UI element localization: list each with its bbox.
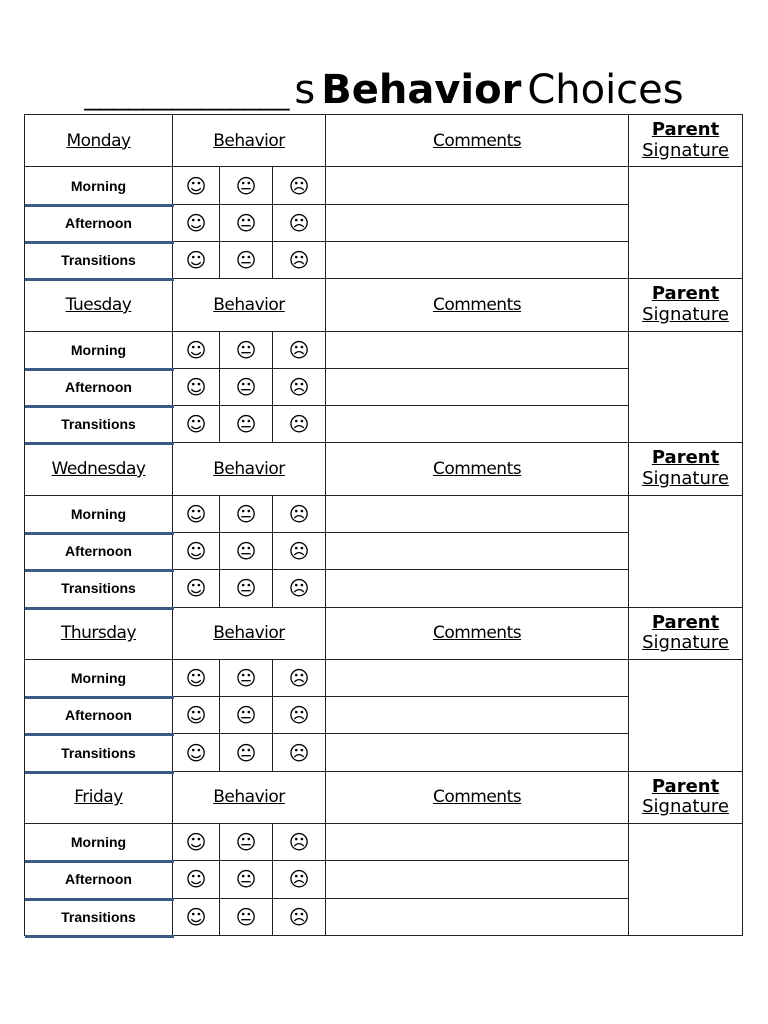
neutral-face-icon[interactable]: 😐: [220, 824, 273, 861]
frowny-face-icon[interactable]: ☹: [273, 495, 326, 532]
title-possessive: s: [294, 67, 316, 113]
comment-field[interactable]: [326, 241, 629, 278]
day-label: Wednesday: [51, 459, 146, 480]
time-slot-row: [25, 659, 743, 696]
neutral-face-icon[interactable]: 😐: [220, 204, 273, 241]
behavior-header-cell: [173, 443, 326, 495]
parent-signature-label: Parent Signature: [642, 283, 729, 325]
parent-signature-header-cell: [629, 771, 743, 823]
parent-signature-header-cell: [629, 443, 743, 495]
smiley-face-icon[interactable]: ☺: [173, 204, 220, 241]
neutral-face-icon[interactable]: 😐: [220, 861, 273, 898]
comment-field[interactable]: [326, 406, 629, 443]
frowny-face-icon[interactable]: ☹: [273, 898, 326, 935]
smiley-face-icon[interactable]: ☺: [173, 532, 220, 569]
frowny-face-icon[interactable]: ☹: [273, 824, 326, 861]
time-slot-label: Transitions: [25, 734, 173, 771]
frowny-face-icon[interactable]: ☹: [273, 659, 326, 696]
parent-signature-label: Parent Signature: [642, 119, 729, 161]
comment-field[interactable]: [326, 167, 629, 204]
comment-field[interactable]: [326, 331, 629, 368]
behavior-label: Behavior: [213, 130, 285, 151]
behavior-label: Behavior: [213, 294, 285, 315]
frowny-face-icon[interactable]: ☹: [273, 167, 326, 204]
time-slot-label: Afternoon: [25, 532, 173, 569]
day-label: Monday: [66, 130, 131, 151]
smiley-face-icon[interactable]: ☺: [173, 659, 220, 696]
neutral-face-icon[interactable]: 😐: [220, 697, 273, 734]
time-slot-label: Afternoon: [25, 697, 173, 734]
time-slot-label: Transitions: [25, 241, 173, 278]
smiley-face-icon[interactable]: ☺: [173, 241, 220, 278]
comments-label: Comments: [432, 459, 522, 480]
neutral-face-icon[interactable]: 😐: [220, 659, 273, 696]
parent-signature-header-cell: [629, 115, 743, 167]
frowny-face-icon[interactable]: ☹: [273, 331, 326, 368]
behavior-header-cell: [173, 115, 326, 167]
behavior-label: Behavior: [213, 623, 285, 644]
neutral-face-icon[interactable]: 😐: [220, 734, 273, 771]
frowny-face-icon[interactable]: ☹: [273, 406, 326, 443]
time-slot-row: [25, 824, 743, 861]
comments-label: Comments: [432, 130, 522, 151]
day-label: Tuesday: [65, 294, 132, 315]
time-slot-label: Transitions: [25, 570, 173, 607]
time-slot-label: Transitions: [25, 406, 173, 443]
frowny-face-icon[interactable]: ☹: [273, 204, 326, 241]
name-blank: ______________: [84, 80, 289, 111]
comment-field[interactable]: [326, 368, 629, 405]
parent-signature-header-cell: [629, 607, 743, 659]
neutral-face-icon[interactable]: 😐: [220, 406, 273, 443]
parent-signature-label: Parent Signature: [642, 775, 729, 818]
page-title: [0, 58, 768, 113]
neutral-face-icon[interactable]: 😐: [220, 331, 273, 368]
neutral-face-icon[interactable]: 😐: [220, 241, 273, 278]
parent-signature-field[interactable]: [629, 331, 743, 443]
behavior-label: Behavior: [213, 459, 285, 480]
frowny-face-icon[interactable]: ☹: [273, 734, 326, 771]
comment-field[interactable]: [326, 824, 629, 861]
comments-label: Comments: [432, 787, 522, 808]
comment-field[interactable]: [326, 734, 629, 771]
neutral-face-icon[interactable]: 😐: [220, 167, 273, 204]
time-slot-label: Transitions: [25, 898, 173, 935]
frowny-face-icon[interactable]: ☹: [273, 697, 326, 734]
comment-field[interactable]: [326, 495, 629, 532]
comment-field[interactable]: [326, 204, 629, 241]
neutral-face-icon[interactable]: 😐: [220, 368, 273, 405]
day-header-row: [25, 279, 743, 331]
frowny-face-icon[interactable]: ☹: [273, 532, 326, 569]
parent-signature-label: Parent Signature: [642, 447, 729, 490]
smiley-face-icon[interactable]: ☺: [173, 898, 220, 935]
comment-field[interactable]: [326, 659, 629, 696]
behavior-chart: [24, 114, 743, 936]
day-label: Thursday: [60, 623, 137, 644]
day-header-row: [25, 115, 743, 167]
frowny-face-icon[interactable]: ☹: [273, 861, 326, 898]
neutral-face-icon[interactable]: 😐: [220, 898, 273, 935]
behavior-header-cell: [173, 771, 326, 823]
title-choices-word: Choices: [527, 67, 684, 113]
smiley-face-icon[interactable]: ☺: [173, 861, 220, 898]
comments-header-cell: [326, 443, 629, 495]
comments-header-cell: [326, 771, 629, 823]
parent-signature-field[interactable]: [629, 824, 743, 936]
comments-header-cell: [326, 607, 629, 659]
time-slot-label: Afternoon: [25, 204, 173, 241]
smiley-face-icon[interactable]: ☺: [173, 697, 220, 734]
day-header-row: [25, 607, 743, 659]
behavior-header-cell: [173, 279, 326, 331]
behavior-label: Behavior: [213, 787, 285, 808]
day-header-cell: [25, 115, 173, 167]
time-slot-label: Afternoon: [25, 861, 173, 898]
time-slot-row: [25, 167, 743, 204]
time-slot-label: Morning: [25, 495, 173, 532]
comment-field[interactable]: [326, 570, 629, 607]
comment-field[interactable]: [326, 697, 629, 734]
day-header-cell: [25, 279, 173, 331]
comments-header-cell: [326, 115, 629, 167]
smiley-face-icon[interactable]: ☺: [173, 368, 220, 405]
time-slot-row: [25, 331, 743, 368]
smiley-face-icon[interactable]: ☺: [173, 495, 220, 532]
comments-header-cell: [326, 279, 629, 331]
frowny-face-icon[interactable]: ☹: [273, 570, 326, 607]
parent-signature-field[interactable]: [629, 495, 743, 607]
day-header-row: [25, 771, 743, 823]
time-slot-label: Morning: [25, 331, 173, 368]
parent-signature-header-cell: [629, 279, 743, 331]
day-header-row: [25, 443, 743, 495]
frowny-face-icon[interactable]: ☹: [273, 368, 326, 405]
comments-label: Comments: [432, 294, 522, 315]
smiley-face-icon[interactable]: ☺: [173, 331, 220, 368]
comment-field[interactable]: [326, 861, 629, 898]
smiley-face-icon[interactable]: ☺: [173, 570, 220, 607]
day-label: Friday: [74, 787, 123, 808]
day-header-cell: [25, 607, 173, 659]
parent-signature-label: Parent Signature: [642, 611, 729, 654]
time-slot-label: Morning: [25, 824, 173, 861]
neutral-face-icon[interactable]: 😐: [220, 532, 273, 569]
smiley-face-icon[interactable]: ☺: [173, 824, 220, 861]
comments-label: Comments: [432, 623, 522, 644]
title-behavior-word: Behavior: [321, 67, 522, 113]
neutral-face-icon[interactable]: 😐: [220, 570, 273, 607]
day-header-cell: [25, 771, 173, 823]
time-slot-label: Morning: [25, 659, 173, 696]
comment-field[interactable]: [326, 898, 629, 935]
parent-signature-field[interactable]: [629, 659, 743, 771]
day-header-cell: [25, 443, 173, 495]
behavior-header-cell: [173, 607, 326, 659]
comment-field[interactable]: [326, 532, 629, 569]
time-slot-row: [25, 495, 743, 532]
smiley-face-icon[interactable]: ☺: [173, 167, 220, 204]
time-slot-label: Afternoon: [25, 368, 173, 405]
parent-signature-field[interactable]: [629, 167, 743, 279]
frowny-face-icon[interactable]: ☹: [273, 241, 326, 278]
smiley-face-icon[interactable]: ☺: [173, 734, 220, 771]
smiley-face-icon[interactable]: ☺: [173, 406, 220, 443]
neutral-face-icon[interactable]: 😐: [220, 495, 273, 532]
time-slot-label: Morning: [25, 167, 173, 204]
